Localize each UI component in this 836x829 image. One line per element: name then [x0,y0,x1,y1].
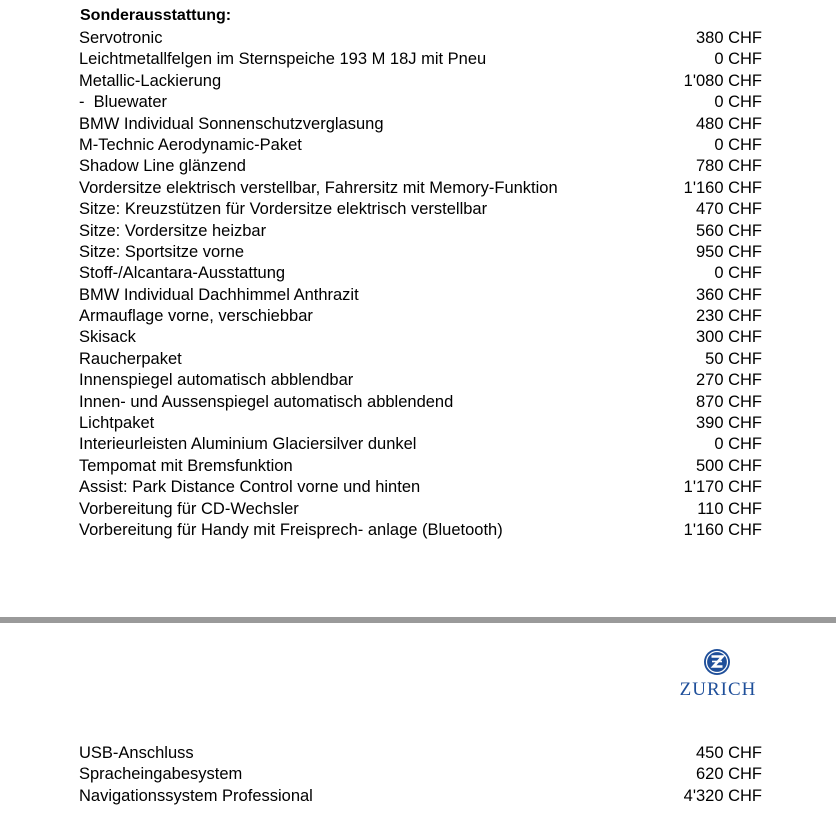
list-item [79,413,762,434]
item-price: 270 CHF [695,371,762,390]
item-price: 0 CHF [714,435,762,454]
list-item [79,520,762,541]
equipment-list-top [79,28,762,541]
list-item [79,199,762,220]
item-label: Innenspiegel automatisch abblendbar [79,371,354,390]
list-item [79,456,762,477]
list-item [79,743,762,764]
item-label: Stoff-/Alcantara-Ausstattung [79,264,286,283]
item-label: Navigationssystem Professional [79,786,313,805]
list-item [79,221,762,242]
list-item [79,114,762,135]
list-item [79,499,762,520]
item-price: 380 CHF [695,29,762,47]
item-label: Servotronic [79,29,163,47]
item-label: Armauflage vorne, verschiebbar [79,307,313,326]
item-price: 620 CHF [695,765,762,784]
item-label: Skisack [79,328,136,347]
item-label: Shadow Line glänzend [79,157,246,176]
item-label: USB-Anschluss [79,744,194,762]
list-item [79,263,762,284]
list-item [79,327,762,348]
item-price: 300 CHF [695,328,762,347]
item-price: 480 CHF [695,114,762,133]
item-price: 500 CHF [695,456,762,475]
item-price: 50 CHF [705,349,762,368]
item-price: 360 CHF [695,285,762,304]
item-label: Metallic-Lackierung [79,71,222,90]
item-label: Vorbereitung für CD-Wechsler [79,499,299,518]
list-item [79,370,762,391]
item-price: 390 CHF [695,414,762,433]
list-item [79,178,762,199]
zurich-logo [676,648,760,702]
item-label: Innen- und Aussenspiegel automatisch abblendend [79,392,454,411]
item-price: 0 CHF [714,50,762,69]
item-price: 230 CHF [695,307,762,326]
list-item [79,392,762,413]
item-label: Interieurleisten Aluminium Glaciersilver dunkel [79,435,417,454]
list-item [79,156,762,177]
item-label: Spracheingabesystem [79,765,243,784]
list-item [79,49,762,70]
item-label: Sitze: Kreuzstützen für Vordersitze elektrisch verstellbar [79,200,488,219]
list-item [79,349,762,370]
list-item [79,786,762,807]
list-item [79,242,762,263]
item-price: 1'160 CHF [683,520,762,539]
list-item [79,71,762,92]
item-price: 4'320 CHF [683,786,762,805]
item-label: M-Technic Aerodynamic-Paket [79,135,302,154]
item-price: 780 CHF [695,157,762,176]
list-item [79,306,762,327]
item-price: 0 CHF [714,135,762,154]
equipment-list-bottom [79,743,762,807]
item-label: Assist: Park Distance Control vorne und hinten [79,478,421,497]
list-item [79,135,762,156]
item-price: 950 CHF [695,242,762,261]
item-label: Leichtmetallfelgen im Sternspeiche 193 M 18J mit Pneu [79,50,487,69]
list-item [79,434,762,455]
item-price: 1'160 CHF [683,178,762,197]
item-price: 0 CHF [714,93,762,112]
item-price: 450 CHF [695,744,762,762]
item-price: 1'170 CHF [683,478,762,497]
item-label: - Bluewater [79,93,168,112]
item-label: Lichtpaket [79,414,155,433]
page-divider [0,617,836,623]
list-item [79,285,762,306]
section-heading: Sonderausstattung: [80,7,232,24]
item-price: 870 CHF [695,392,762,411]
item-price: 470 CHF [695,200,762,219]
list-item [79,764,762,785]
item-label: Tempomat mit Bremsfunktion [79,456,293,475]
item-price: 1'080 CHF [683,71,762,90]
item-label: BMW Individual Dachhimmel Anthrazit [79,285,359,304]
item-price: 560 CHF [695,221,762,240]
item-label: Sitze: Sportsitze vorne [79,242,245,261]
item-label: Vorbereitung für Handy mit Freisprech- anlage (Bluetooth) [79,520,503,539]
list-item [79,28,762,49]
item-price: 110 CHF [697,499,762,518]
list-item [79,92,762,113]
zurich-wordmark: ZURICH [679,679,757,700]
item-label: BMW Individual Sonnenschutzverglasung [79,114,384,133]
list-item [79,477,762,498]
item-label: Sitze: Vordersitze heizbar [79,221,267,240]
zurich-z-logo-icon [703,648,731,676]
item-label: Raucherpaket [79,349,182,368]
item-label: Vordersitze elektrisch verstellbar, Fahrersitz mit Memory-Funktion [79,178,558,197]
item-price: 0 CHF [714,264,762,283]
